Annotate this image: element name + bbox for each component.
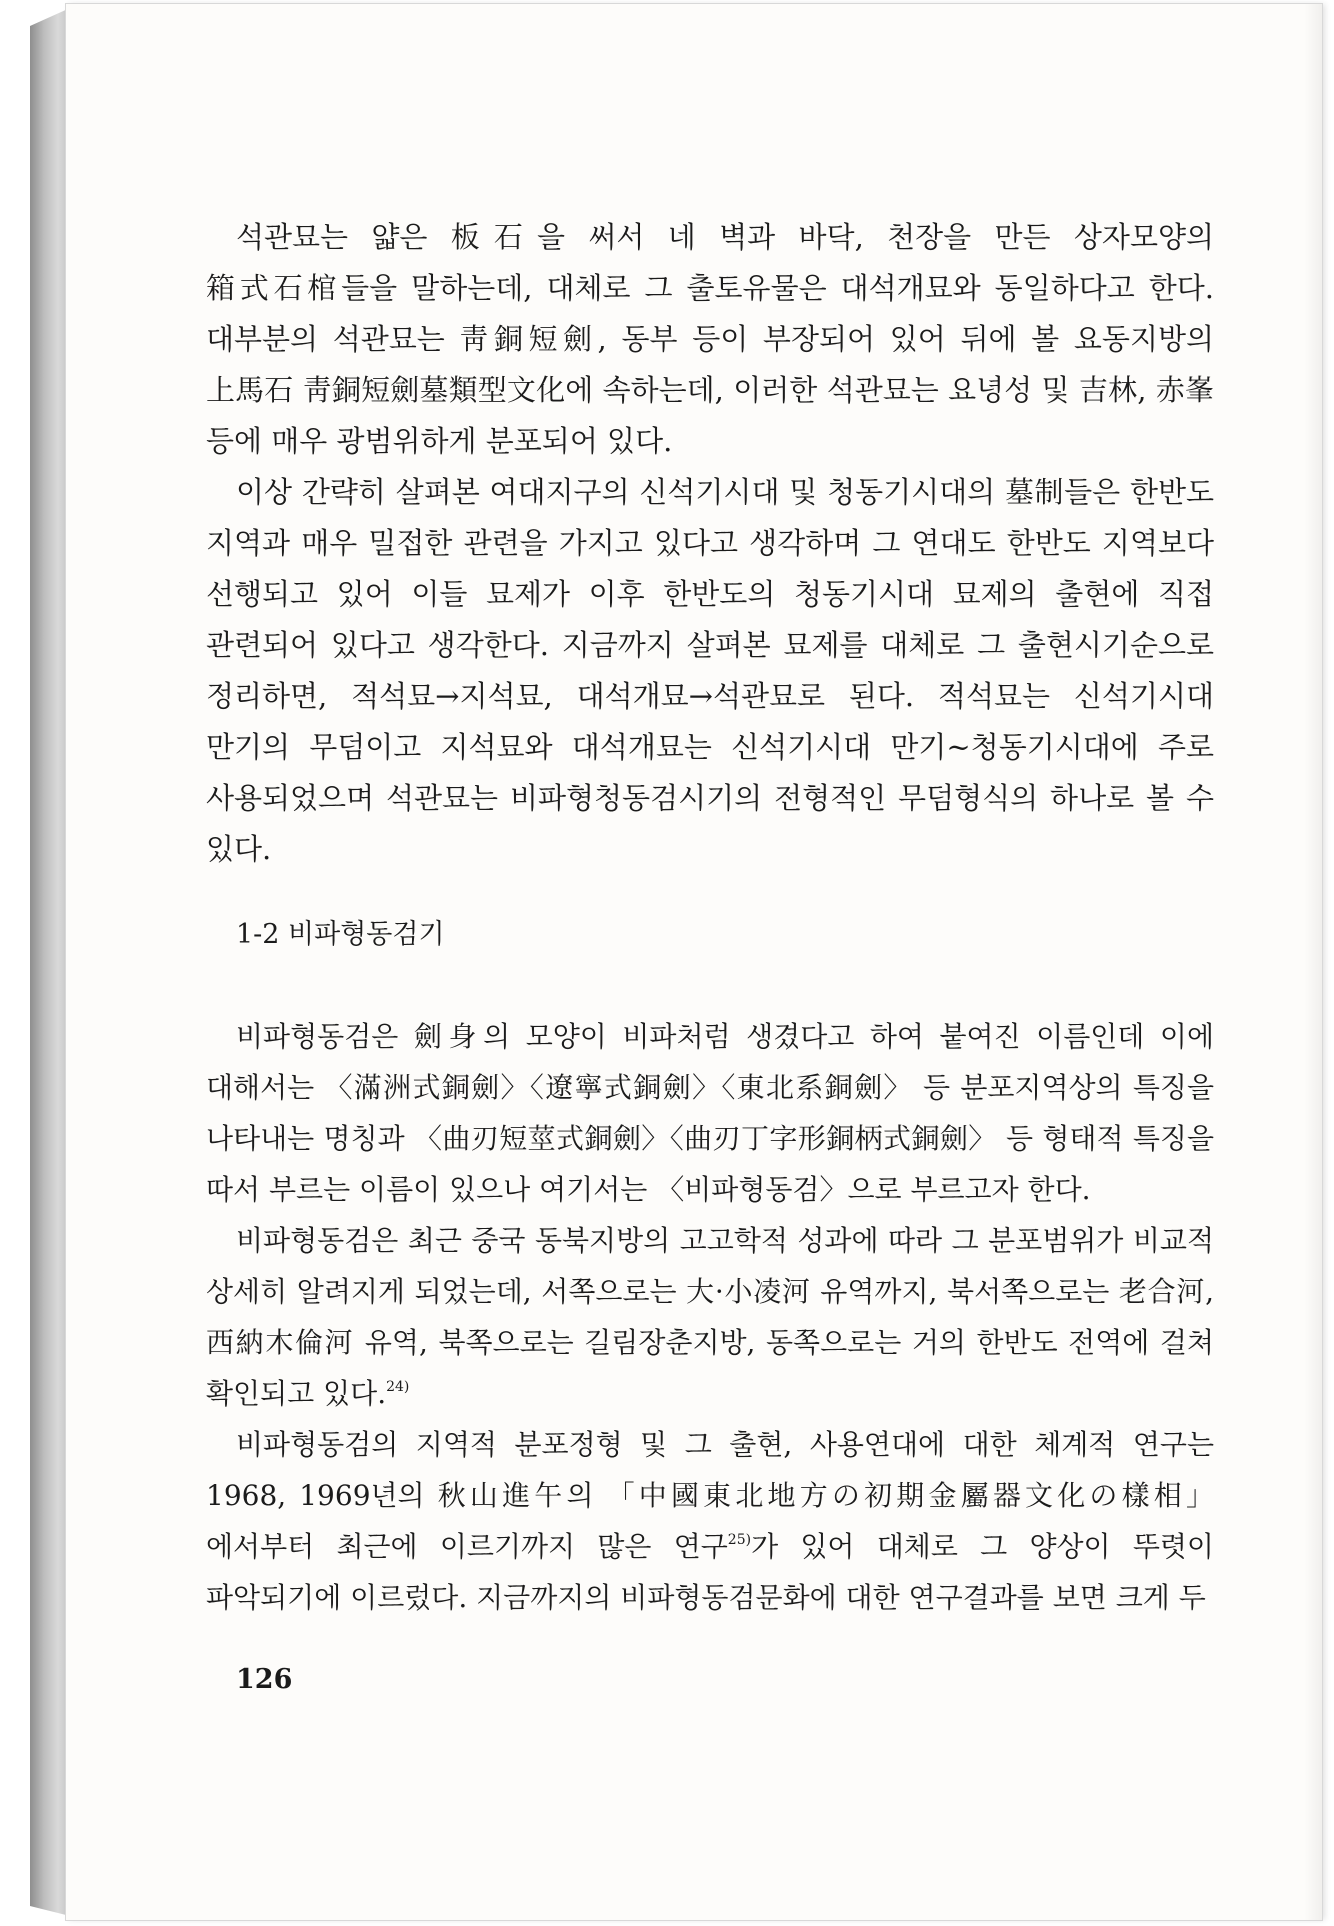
- section-heading: 1-2 비파형동검기: [236, 919, 445, 950]
- distribution-text: 비파형동검은 최근 중국 동북지방의 고고학적 성과에 따라 그 분포범위가 비교적 상세히 알려지게 되었는데, 서쪽으로는 大·小凌河 유역까지, 북서쪽으로는 老合河, 西納木倫河 유역, 북쪽으로는 길림장춘지방, 동쪽으로는 거의 한반도 전역에 걸쳐 확인되고 있다.: [206, 1224, 1214, 1410]
- page-edge-shade: [1304, 4, 1322, 1920]
- book-spine-edge: [30, 8, 70, 1916]
- paragraph-stone-coffin: 석관묘는 얇은 板石을 써서 네 벽과 바닥, 천장을 만든 상자모양의 箱式石棺들을 말하는데, 대체로 그 출토유물은 대석개묘와 동일하다고 한다. 대부분의 석관묘는 靑銅短劍, 동부 등이 부장되어 있어 뒤에 볼 요동지방의 上馬石 靑銅短劍墓類型文化에 속하는데, 이러한 석관묘는 요녕성 및 吉林, 赤峯 등에 매우 광범위하게 분포되어 있다.: [206, 220, 1214, 458]
- lower-text-block: [206, 1011, 1214, 1623]
- paragraph-summary: 이상 간략히 살펴본 여대지구의 신석기시대 및 청동기시대의 墓制들은 한반도 지역과 매우 밀접한 관련을 가지고 있다고 생각하며 그 연대도 한반도 지역보다 선행되고 있어 이들 묘제가 이후 한반도의 청동기시대 묘제의 출현에 직접 관련되어 있다고 생각한다. 지금까지 살펴본 묘제를 대체로 그 출현시기순으로 정리하면, 적석묘→지석묘, 대석개묘→석관묘로 된다. 적석묘는 신석기시대 만기의 무덤이고 지석묘와 대석개묘는 신석기시대 만기~청동기시대에 주로 사용되었으며 석관묘는 비파형청동검시기의 전형적인 무덤형식의 하나로 볼 수 있다.: [206, 475, 1214, 866]
- paragraph-naming: 비파형동검은 劍身의 모양이 비파처럼 생겼다고 하여 붙여진 이름인데 이에 대해서는 〈滿洲式銅劍〉〈遼寧式銅劍〉〈東北系銅劍〉 등 분포지역상의 특징을 나타내는 명칭과 〈曲刃短莖式銅劍〉〈曲刃丁字形銅柄式銅劍〉 등 형태적 특징을 따서 부르는 이름이 있으나 여기서는 〈비파형동검〉으로 부르고자 한다.: [206, 1020, 1214, 1206]
- footnote-marker-25: 25): [727, 1532, 752, 1548]
- paragraph-distribution: [206, 1215, 1214, 1419]
- page-number: 126: [236, 1664, 293, 1695]
- research-text-part1: 비파형동검의 지역적 분포정형 및 그 출현, 사용연대에 대한 체계적 연구는 1968, 1969년의 秋山進午의 「中國東北地方の初期金屬器文化の樣相」에서부터 최근에 이르기까지 많은 연구: [206, 1428, 1214, 1563]
- research-text-part2: 가 있어 대체로 그 양상이 뚜렷이 파악되기에 이르렀다. 지금까지의 비파형동검문화에 대한 연구결과를 보면 크게 두: [206, 1530, 1214, 1614]
- upper-text-block: [206, 212, 1214, 866]
- paragraph-research-history: [206, 1419, 1214, 1623]
- footnote-marker-24: 24): [386, 1379, 410, 1395]
